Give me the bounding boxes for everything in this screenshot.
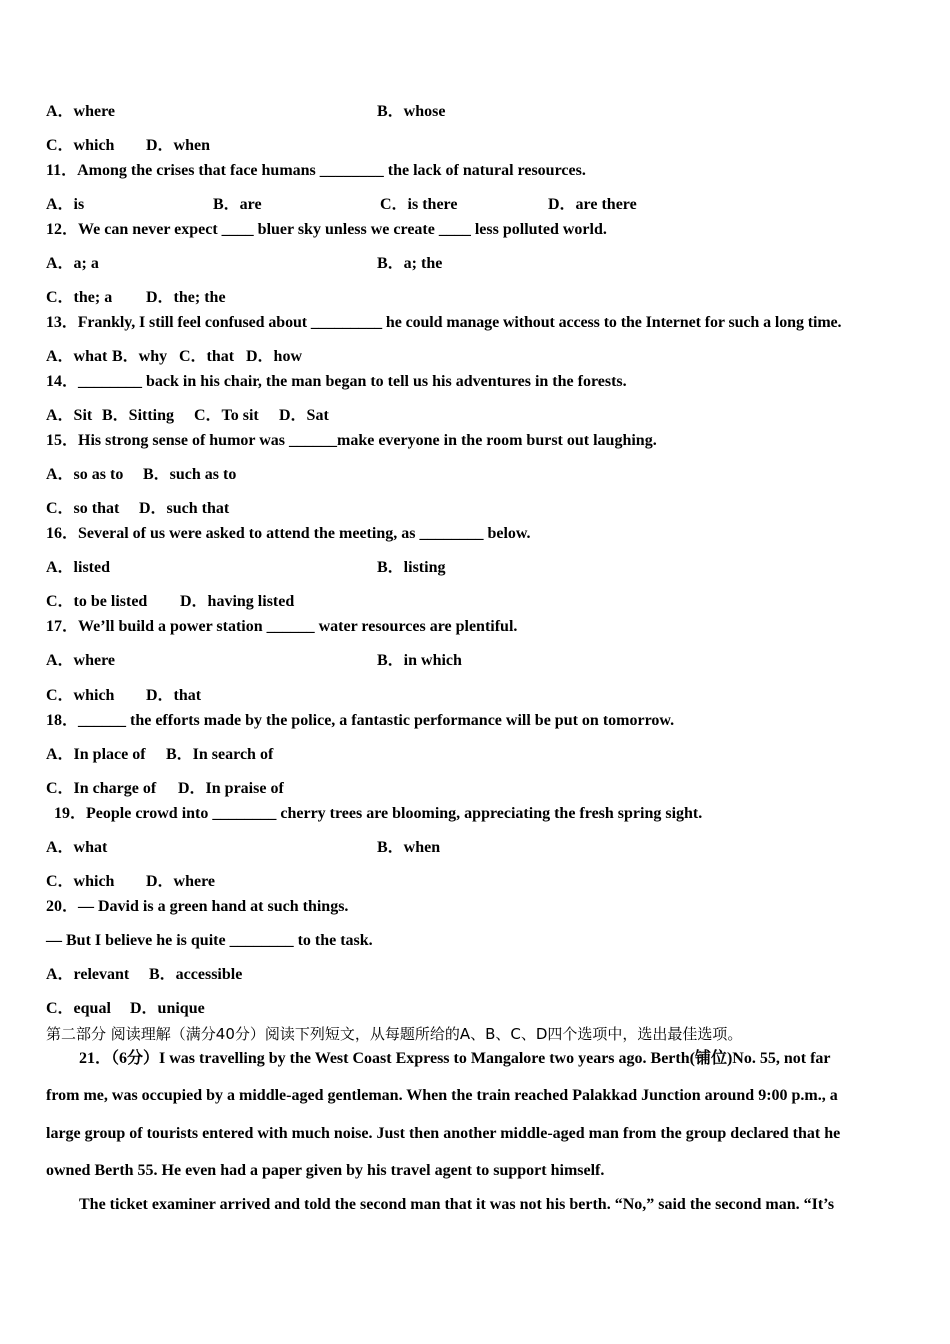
- passage-line-2: from me, was occupied by a middle-aged gentleman. When the train reached Palakkad Junction around 9:00 p.m., a: [46, 1087, 838, 1104]
- q12-stem: 12．We can never expect ____ bluer sky unless we create ____ less polluted world.: [46, 221, 607, 238]
- q18-stem: 18．______ the efforts made by the police, a fantastic performance will be put on tomorrow.: [46, 712, 675, 729]
- q20-stem-reply: — But I believe he is quite ________ to the task.: [46, 932, 373, 949]
- q13-option-a: A．what: [46, 348, 108, 365]
- q20-option-a: A．relevant: [46, 966, 130, 983]
- q11-stem: 11．Among the crises that face humans ________ the lack of natural resources.: [46, 162, 586, 179]
- q19-stem: 19．People crowd into ________ cherry trees are blooming, appreciating the fresh spring sight.: [54, 805, 703, 822]
- q12-option-a: A．a; a: [46, 255, 99, 272]
- q17-stem: 17．We’ll build a power station ______ water resources are plentiful.: [46, 618, 518, 635]
- q12-option-b: B．a; the: [377, 255, 443, 272]
- q16-option-d: D．having listed: [180, 593, 295, 610]
- q16-option-b: B．listing: [377, 559, 446, 576]
- q12-option-c: C．the; a: [46, 289, 113, 306]
- q14-option-d: D．Sat: [279, 407, 329, 424]
- q15-stem: 15．His strong sense of humor was ______make everyone in the room burst out laughing.: [46, 432, 657, 449]
- q20-stem: 20．— David is a green hand at such things.: [46, 898, 349, 915]
- q16-option-a: A．listed: [46, 559, 111, 576]
- q12-option-d: D．the; the: [146, 289, 226, 306]
- q16-option-c: C．to be listed: [46, 593, 148, 610]
- q14-option-a: A．Sit: [46, 407, 93, 424]
- q11-option-d: D．are there: [548, 196, 637, 213]
- q11-option-b: B．are: [213, 196, 262, 213]
- q13-option-b: B．why: [112, 348, 168, 365]
- q10-option-d: D．when: [146, 137, 211, 154]
- q15-option-b: B．such as to: [143, 466, 237, 483]
- q14-option-b: B．Sitting: [102, 407, 175, 424]
- q18-option-d: D．In praise of: [178, 780, 284, 797]
- q18-option-b: B．In search of: [166, 746, 274, 763]
- q20-option-d: D．unique: [130, 1000, 205, 1017]
- q14-stem: 14．________ back in his chair, the man began to tell us his adventures in the forests.: [46, 373, 627, 390]
- q11-option-a: A．is: [46, 196, 85, 213]
- q15-option-a: A．so as to: [46, 466, 124, 483]
- q10-option-c: C．which: [46, 137, 115, 154]
- q14-option-c: C．To sit: [194, 407, 259, 424]
- q19-option-c: C．which: [46, 873, 115, 890]
- q13-option-d: D．how: [246, 348, 303, 365]
- q18-option-c: C．In charge of: [46, 780, 157, 797]
- q20-option-b: B．accessible: [149, 966, 243, 983]
- q10-option-b: B．whose: [377, 103, 446, 120]
- passage-line-1: 21．（6分）I was travelling by the West Coast Express to Mangalore two years ago. Berth(铺位)No. 55, not far: [79, 1050, 831, 1067]
- q11-option-c: C．is there: [380, 196, 458, 213]
- q10-option-a: A．where: [46, 103, 116, 120]
- q19-option-a: A．what: [46, 839, 108, 856]
- q15-option-d: D．such that: [139, 500, 230, 517]
- q17-option-c: C．which: [46, 687, 115, 704]
- q16-stem: 16．Several of us were asked to attend the meeting, as ________ below.: [46, 525, 531, 542]
- q17-option-a: A．where: [46, 652, 116, 669]
- q13-stem: 13．Frankly, I still feel confused about _________ he could manage without access to the Internet for such a long time.: [46, 314, 842, 331]
- q20-option-c: C．equal: [46, 1000, 111, 1017]
- passage-line-4: owned Berth 55. He even had a paper given by his travel agent to support himself.: [46, 1162, 605, 1179]
- q15-option-c: C．so that: [46, 500, 120, 517]
- q19-option-d: D．where: [146, 873, 216, 890]
- q17-option-b: B．in which: [377, 652, 462, 669]
- q18-option-a: A．In place of: [46, 746, 146, 763]
- passage-line-5: The ticket examiner arrived and told the second man that it was not his berth. “No,” said the second man. “It’s: [79, 1196, 835, 1213]
- passage-line-3: large group of tourists entered with much noise. Just then another middle-aged man from the group declared that he: [46, 1125, 841, 1142]
- q19-option-b: B．when: [377, 839, 441, 856]
- q13-option-c: C．that: [179, 348, 235, 365]
- part2-heading: 第二部分 阅读理解（满分40分）阅读下列短文，从每题所给的A、B、C、D四个选项中，选出最佳选项。: [46, 1025, 743, 1043]
- q17-option-d: D．that: [146, 687, 202, 704]
